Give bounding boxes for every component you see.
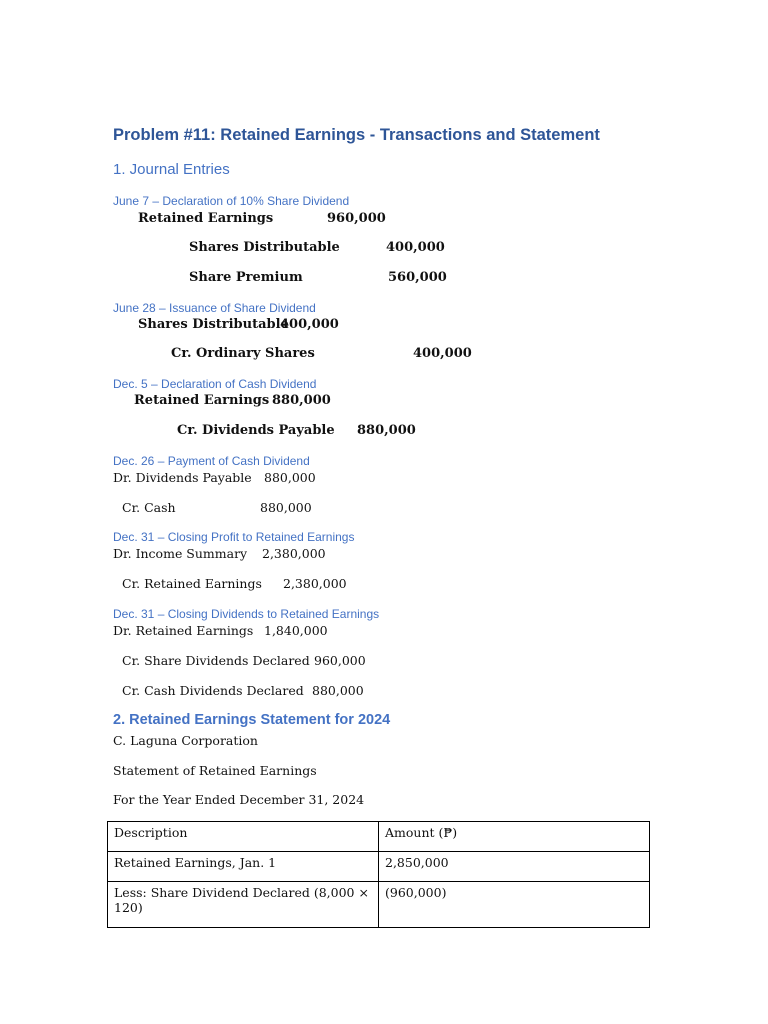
company-name: C. Laguna Corporation <box>113 733 258 748</box>
entry-amount: 560,000 <box>388 270 447 285</box>
table-cell: Less: Share Dividend Declared (8,000 × 120) <box>108 882 379 928</box>
entry-amount: 880,000 <box>272 393 331 408</box>
page-title: Problem #11: Retained Earnings - Transactions and Statement <box>113 126 600 144</box>
table-header-description: Description <box>108 822 379 852</box>
entry-account: Dr. Income Summary <box>113 546 248 561</box>
table-cell: 2,850,000 <box>379 852 650 882</box>
entry-amount: 880,000 <box>264 470 316 485</box>
entry-account: Share Premium <box>189 270 303 285</box>
entry-amount: 880,000 <box>312 683 364 698</box>
entry-account: Cr. Ordinary Shares <box>171 346 315 361</box>
entry-heading: Dec. 31 – Closing Dividends to Retained Earnings <box>113 607 380 621</box>
entry-account: Dr. Retained Earnings <box>113 623 254 638</box>
entry-account: Cr. Share Dividends Declared <box>122 653 310 668</box>
entry-amount: 960,000 <box>327 211 386 226</box>
entry-heading: Dec. 31 – Closing Profit to Retained Earnings <box>113 530 355 544</box>
entry-account: Shares Distributable <box>189 240 340 255</box>
table-cell: (960,000) <box>379 882 650 928</box>
entry-amount: 400,000 <box>280 317 339 332</box>
entry-amount: 400,000 <box>386 240 445 255</box>
entry-amount: 400,000 <box>413 346 472 361</box>
entry-heading: Dec. 5 – Declaration of Cash Dividend <box>113 377 317 391</box>
table-header-amount: Amount (₱) <box>379 822 650 852</box>
entry-account: Retained Earnings <box>134 393 270 408</box>
table-cell: Retained Earnings, Jan. 1 <box>108 852 379 882</box>
table-row <box>108 882 650 928</box>
entry-account: Cr. Retained Earnings <box>122 576 262 591</box>
statement-period: For the Year Ended December 31, 2024 <box>113 792 365 807</box>
retained-earnings-table <box>107 821 650 928</box>
entry-amount: 1,840,000 <box>264 623 328 638</box>
entry-amount: 2,380,000 <box>262 546 326 561</box>
table-row <box>108 852 650 882</box>
section-heading-statement: 2. Retained Earnings Statement for 2024 <box>113 712 391 728</box>
entry-amount: 880,000 <box>260 500 312 515</box>
entry-account: Cr. Dividends Payable <box>177 423 335 438</box>
section-heading-journal: 1. Journal Entries <box>113 161 230 178</box>
entry-amount: 880,000 <box>357 423 416 438</box>
entry-heading: Dec. 26 – Payment of Cash Dividend <box>113 454 310 468</box>
entry-account: Retained Earnings <box>138 211 274 226</box>
entry-account: Cr. Cash Dividends Declared <box>122 683 304 698</box>
entry-account: Dr. Dividends Payable <box>113 470 252 485</box>
entry-heading: June 28 – Issuance of Share Dividend <box>113 301 316 315</box>
entry-amount: 2,380,000 <box>283 576 347 591</box>
entry-account: Cr. Cash <box>122 500 176 515</box>
statement-title: Statement of Retained Earnings <box>113 763 317 778</box>
entry-heading: June 7 – Declaration of 10% Share Dividend <box>113 194 350 208</box>
entry-amount: 960,000 <box>314 653 366 668</box>
table-header-row <box>108 822 650 852</box>
entry-account: Shares Distributable <box>138 317 289 332</box>
